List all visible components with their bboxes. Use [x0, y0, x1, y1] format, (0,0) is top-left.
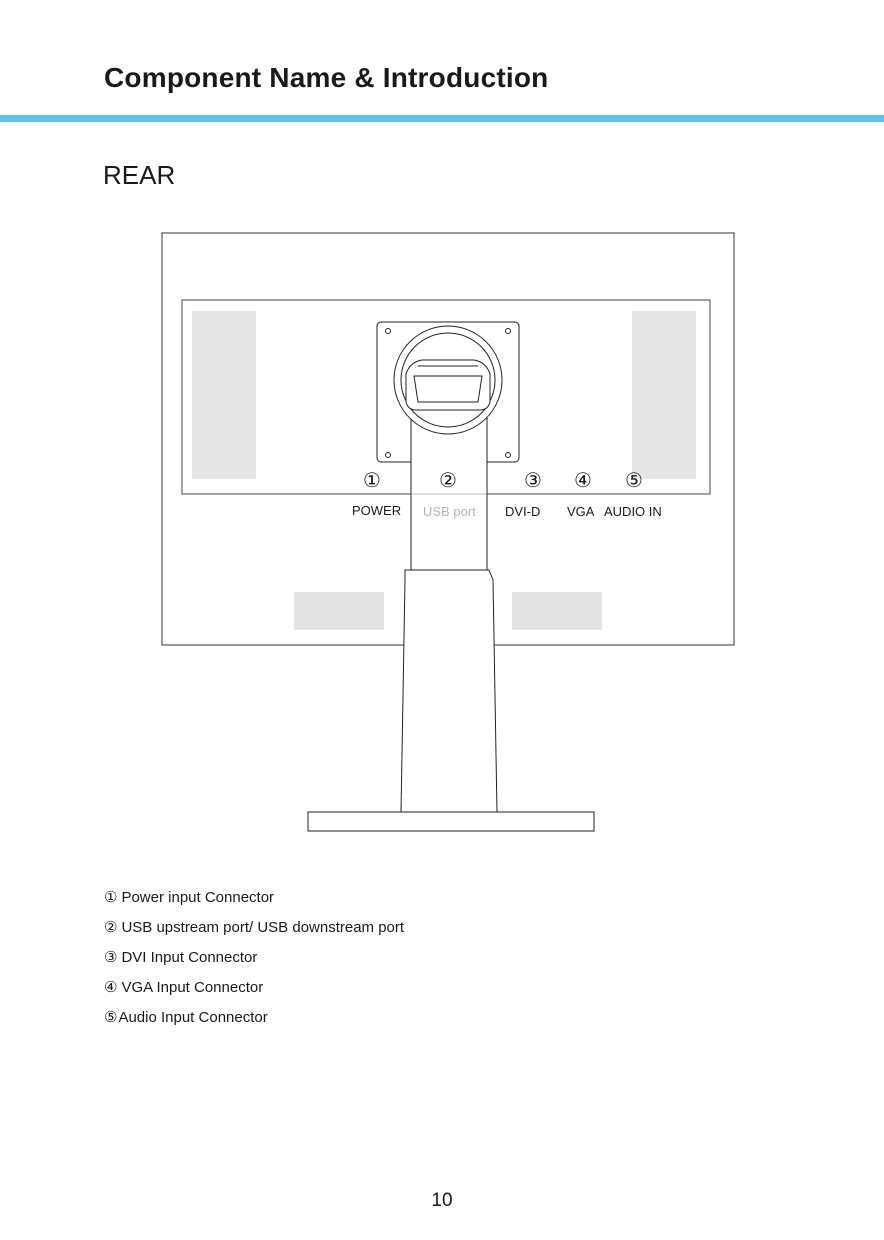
port-number-3: ③: [524, 468, 542, 492]
port-label-vga: VGA: [567, 504, 595, 519]
stand-lower-column: [401, 570, 497, 812]
legend-text: USB upstream port/ USB downstream port: [121, 919, 405, 936]
port-number-2: ②: [439, 468, 457, 492]
left-speaker-grille: [192, 311, 256, 479]
left-vent: [294, 592, 384, 630]
legend-text: DVI Input Connector: [121, 949, 258, 966]
legend-number: ⑤: [104, 1008, 118, 1026]
legend-text: Audio Input Connector: [118, 1009, 268, 1026]
connector-legend: [104, 886, 404, 1036]
port-label-power: POWER: [352, 503, 402, 518]
legend-number: ③: [104, 948, 118, 966]
port-label-usb: USB port: [423, 504, 476, 519]
page-title: Component Name & Introduction: [104, 62, 549, 93]
port-number-1: ①: [363, 468, 381, 492]
legend-item: [104, 946, 404, 976]
legend-item: [104, 976, 404, 1006]
hinge-inner: [414, 376, 482, 402]
right-vent: [512, 592, 602, 630]
legend-text: Power input Connector: [121, 889, 275, 906]
legend-item: [104, 916, 404, 946]
right-speaker-grille: [632, 311, 696, 479]
legend-number: ②: [104, 918, 118, 936]
stand-base: [308, 812, 594, 831]
legend-item: [104, 886, 404, 916]
legend-number: ①: [104, 888, 118, 906]
page-number: 10: [431, 1190, 453, 1211]
legend-text: VGA Input Connector: [121, 979, 264, 996]
port-label-dvi: DVI-D: [505, 504, 541, 519]
legend-number: ④: [104, 978, 118, 996]
port-label-audio: AUDIO IN: [604, 504, 662, 519]
legend-item: [104, 1006, 404, 1036]
port-number-4: ④: [574, 468, 592, 492]
port-number-5: ⑤: [625, 468, 643, 492]
section-title: REAR: [103, 160, 176, 190]
